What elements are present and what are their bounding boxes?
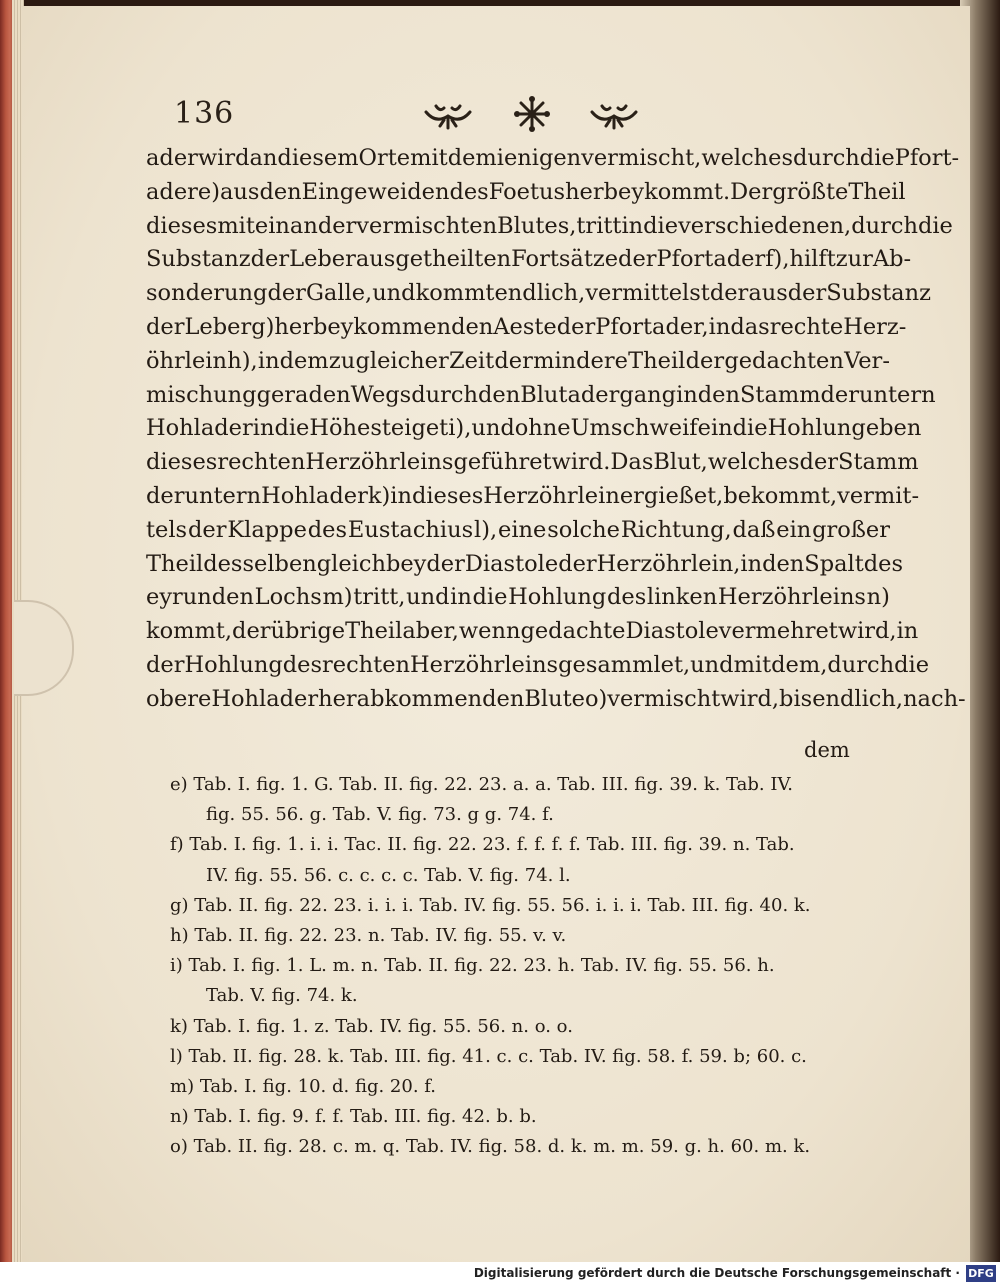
text-line: Hohlader in die Höhe steiget i), und ohne Umschweife in die Hohlung eben (146, 415, 922, 442)
footnote-line: f) Tab. I. fig. 1. i. i. Tac. II. fig. 22. 23. f. f. f. f. Tab. III. fig. 39. n. Tab. (170, 834, 795, 856)
text-line: sonderung der Galle, und kommt endlich, vermittelst der aus der Substanz (146, 280, 931, 307)
main-text (146, 142, 966, 717)
footnote-line: h) Tab. II. fig. 22. 23. n. Tab. IV. fig. 55. v. v. (170, 925, 567, 947)
floral-ornament-left-icon (418, 94, 478, 134)
text-line: obere Hohlader herabkommenden Blute o) vermischt wird, bis endlich, nach- (146, 685, 966, 712)
text-line: ader wird an diesem Orte mit demienigen vermischt, welches durch die Pfort- (146, 145, 960, 171)
footnote-line: g) Tab. II. fig. 22. 23. i. i. i. Tab. IV. fig. 55. 56. i. i. i. Tab. III. fig. 40. k. (170, 894, 811, 916)
floral-ornament-center-icon (502, 94, 562, 134)
text-line: kommt, der übrige Theil aber, wenn gedachte Diastole vermehret wird, in (146, 618, 919, 645)
footnote-line: l) Tab. II. fig. 28. k. Tab. III. fig. 41. c. c. Tab. IV. fig. 58. f. 59. b; 60. c. (170, 1045, 807, 1067)
footnote-line: fig. 55. 56. g. Tab. V. fig. 73. g g. 74. f. (206, 804, 554, 826)
footnote-line: k) Tab. I. fig. 1. z. Tab. IV. fig. 55. 56. n. o. o. (170, 1015, 573, 1037)
text-line: mischung geraden Wegs durch den Blutadergang in den Stamm der untern (146, 381, 936, 408)
text-line: dieses mit einander vermischten Blutes, tritt in die verschiedenen, durch die (146, 212, 953, 239)
text-line: der Leber g) herbey kommenden Aeste der Pfortader, in das rechte Herz- (146, 313, 907, 340)
text-line: Substanz der Leber ausgetheilten Fortsätze der Pfortader f), hilft zur Ab- (146, 246, 912, 273)
text-line: der untern Hohlader k) in dieses Herzöhrlein ergießet, bekommt, vermit- (146, 482, 920, 509)
floral-ornament-right-icon (584, 94, 644, 134)
text-line: tels der Klappe des Eustachius l), eine solche Richtung, daß ein großer (146, 516, 890, 543)
footnote-line: o) Tab. II. fig. 28. c. m. q. Tab. IV. fig. 58. d. k. m. m. 59. g. h. 60. m. k. (170, 1136, 811, 1158)
text-line: öhrlein h), indem zu gleicher Zeit der mindere Theil der gedachten Ver- (146, 347, 890, 374)
text-line: dieses rechten Herzöhrleins geführet wird. Das Blut, welches der Stamm (146, 449, 919, 476)
text-line: Theil desselben gleich bey der Diastole der Herzöhrlein, in den Spalt des (146, 550, 904, 577)
dfg-logo-icon: DFG (966, 1265, 996, 1282)
page-header (174, 94, 874, 138)
catchword: dem (804, 738, 850, 762)
footnote-line: IV. fig. 55. 56. c. c. c. c. Tab. V. fig. 74. l. (206, 864, 571, 886)
text-line: ader e) aus den Eingeweiden des Foetus herbey kommt. Der größte Theil (146, 178, 906, 205)
footnote-line: i) Tab. I. fig. 1. L. m. n. Tab. II. fig. 22. 23. h. Tab. IV. fig. 55. 56. h. (170, 955, 775, 977)
footnotes (170, 770, 890, 1163)
page-number: 136 (174, 96, 235, 131)
digitization-footer (0, 1262, 1000, 1286)
footnote-line: Tab. V. fig. 74. k. (206, 985, 358, 1007)
footnote-line: e) Tab. I. fig. 1. G. Tab. II. fig. 22. 23. a. a. Tab. III. fig. 39. k. Tab. IV. (170, 774, 794, 795)
text-line: eyrunden Lochs m) tritt, und in die Hohlung des linken Herzöhrleins n) (146, 584, 890, 611)
text-line: der Hohlung des rechten Herzöhrleins gesammlet, und mit dem, durch die (146, 651, 930, 678)
funding-credit: Digitalisierung gefördert durch die Deutsche Forschungsgemeinschaft · (473, 1266, 960, 1280)
book-page (22, 6, 970, 1262)
footnote-line: n) Tab. I. fig. 9. f. f. Tab. III. fig. 42. b. b. (170, 1106, 537, 1128)
footnote-line: m) Tab. I. fig. 10. d. fig. 20. f. (170, 1076, 437, 1098)
